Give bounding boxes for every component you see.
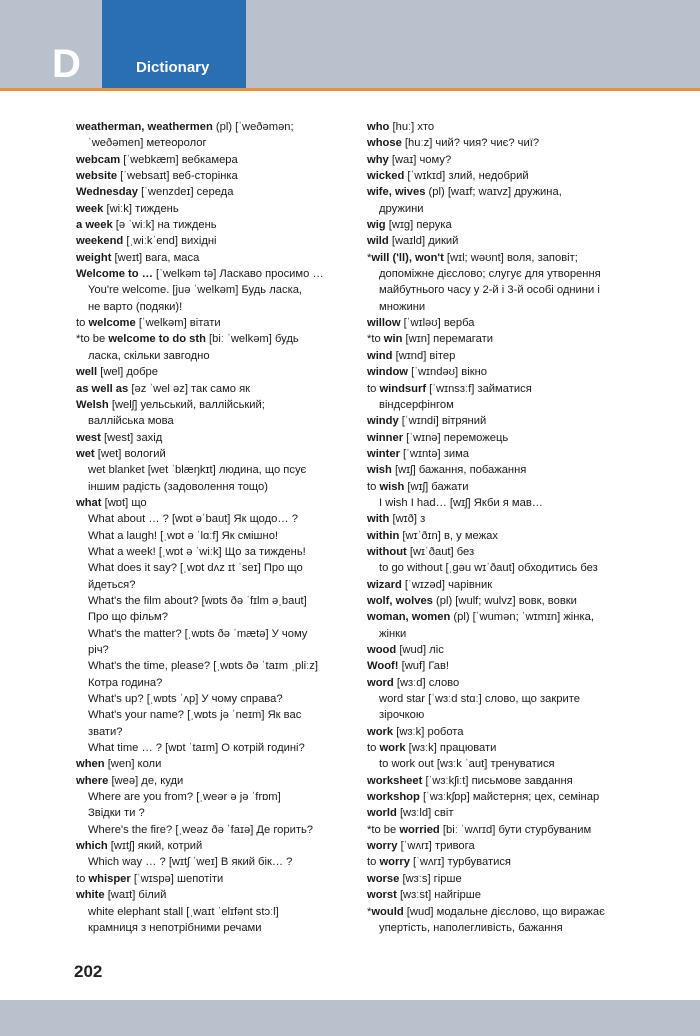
dictionary-entry: who [huː] хто [367,121,435,133]
headword: worry [367,840,398,853]
headword: Welsh [76,398,109,411]
entry-continuation: You're welcome. [juə ˈwelkəm] Будь ласка, [88,284,303,297]
dictionary-entry: *to be worried [biː ˈwʌrɪd] бути стурбуваним [367,823,592,836]
headword: which [76,840,108,853]
headword: a week [76,219,113,232]
dictionary-entry: when [wen] коли [76,758,162,771]
dictionary-entry: worksheet [ˈwɜːkʃiːt] письмове завдання [367,774,573,787]
headword: work [367,725,394,738]
entry-continuation: жінки [379,627,407,640]
headword: when [76,758,105,771]
headword: worse [367,872,400,885]
dictionary-entry: with [wɪð] з [367,513,426,526]
dictionary-entry: as well as [əz ˈwel əz] так само як [76,382,251,395]
left-column [76,119,361,936]
dictionary-entry: woman, women (pl) [ˈwumən; ˈwɪmɪn] жінка, [367,611,594,624]
dictionary-entry: *will ('ll), won't [wɪl; wəʊnt] воля, заповіт; [367,251,578,264]
dictionary-entry: world [wɜːld] світ [367,807,454,820]
headword: without [367,545,407,558]
section-letter: D [52,42,81,86]
headword: weight [76,251,112,264]
headword: wood [367,644,397,656]
entry-continuation: to work out [wɜːk ˈaut] тренуватися [379,758,555,771]
headword: why [367,153,389,166]
right-column [367,119,667,936]
headword: webcam [76,153,121,166]
dictionary-entry: window [ˈwɪndəʊ] вікно [367,366,487,379]
headword: Wednesday [76,186,138,199]
dictionary-entry: white [waɪt] білий [76,889,167,902]
headword: win [383,333,403,346]
entry-continuation: What time … ? [wɒt ˈtaɪm] О котрій годині? [88,742,305,755]
dictionary-entry: worry [ˈwʌrɪ] тривога [367,840,475,853]
entry-continuation: ˈweðəmen] метеоролог [88,137,207,150]
dictionary-entry: to wish [wɪʃ] бажати [367,480,469,493]
entry-continuation: Which way … ? [wɪtʃ ˈweɪ] В який бік… ? [88,856,293,869]
entry-continuation: What about … ? [wɒt əˈbaut] Як щодо… ? [88,513,298,526]
entry-continuation: to go without [ˌgəu wɪˈðaut] обходитись без [379,562,598,575]
dictionary-entry: to worry [ˈwʌrɪ] турбуватися [367,856,511,869]
headword: welcome [88,317,136,330]
headword: woman, women [367,611,451,624]
headword: week [76,202,104,215]
entry-continuation: іншим радість (задоволення тощо) [88,480,268,493]
dictionary-entry: well [wel] добре [76,366,158,379]
dictionary-entry: word [wɜːd] слово [367,676,460,689]
entry-continuation: дружини [379,202,424,215]
headword: work [379,742,406,755]
headword: wild [367,235,389,248]
entry-continuation: What's the film about? [wɒts ðə ˈfɪlm əˌbaut] [88,594,307,607]
section-title: Dictionary [136,59,210,76]
dictionary-entry: wish [wɪʃ] бажання, побажання [367,464,527,477]
headword: wolf, wolves [367,594,433,607]
dictionary-entry: within [wɪˈðɪn] в, у межах [367,529,498,542]
entry-continuation: упертість, наполегливість, бажання [379,921,563,934]
entry-continuation: йдеться? [88,578,136,591]
headword: wet [76,447,95,460]
dictionary-entry: wife, wives (pl) [waɪf; waɪvz] дружина, [367,186,562,199]
headword: whose [367,137,402,150]
dictionary-entry: Wednesday [ˈwenzdeɪ] середа [76,186,234,199]
headword: worried [399,823,440,836]
headword: white [76,889,105,902]
dictionary-entry: west [west] захід [76,431,163,444]
entry-continuation: крамниця з непотрібними речами [88,921,262,934]
headword: will ('ll), won't [371,251,444,264]
dictionary-entry: worst [wɜːst] найгірше [367,889,481,902]
dictionary-entry: *would [wud] модальне дієслово, що виражає [367,905,605,918]
dictionary-entry: weatherman, weathermen (pl) [ˈweðəmən; [76,121,294,133]
headword: winter [367,447,400,460]
dictionary-entry: whose [huːz] чий? чия? чиє? чиї? [367,137,540,150]
entry-continuation: множини [379,300,426,313]
headword: wizard [367,578,402,591]
dictionary-entry: without [wɪˈðaut] без [367,545,475,558]
headword: weatherman, weathermen [76,121,213,133]
entry-continuation: white elephant stall [ˌwaɪt ˈelɪfənt stɔːl] [88,905,279,918]
dictionary-entry: willow [ˈwɪləʊ] верба [367,317,475,330]
dictionary-entry: wild [waɪld] дикий [367,235,459,248]
entry-continuation: What's up? [ˌwɒts ˈʌp] У чому справа? [88,693,283,706]
entry-continuation: word star [ˈwɜːd stɑː] слово, що закрите [379,693,580,706]
headword: as well as [76,382,129,395]
dictionary-entry: which [wɪtʃ] який, котрий [76,840,203,853]
dictionary-entry: wizard [ˈwɪzəd] чарівник [367,578,493,591]
headword: whisper [88,872,131,885]
headword: workshop [367,791,420,804]
entry-continuation: звати? [88,725,123,738]
dictionary-entry: to welcome [ˈwelkəm] вітати [76,317,221,330]
dictionary-entry: windy [ˈwɪndi] вітряний [367,415,487,428]
headword: welcome to do sth [108,333,206,346]
dictionary-entry: winter [ˈwɪntə] зима [367,447,470,460]
entry-continuation: What a laugh! [ˌwɒt ə ˈlɑːf] Як смішно! [88,529,279,542]
entry-continuation: Про що фільм? [88,611,168,624]
entry-continuation: не варто (подяки)! [88,300,183,313]
headword: worry [379,856,410,869]
headword: world [367,807,397,820]
headword: west [76,431,101,444]
dictionary-entry: worse [wɜːs] гірше [367,872,462,885]
entry-continuation: допоміжне дієслово; слугує для утворення [379,268,601,281]
headword: word [367,676,394,689]
entry-continuation: What's the time, please? [ˌwɒts ðə ˈtaɪm ˌpliːz] [88,660,318,673]
entry-continuation: Where's the fire? [ˌweəz ðə ˈfaɪə] Де горить? [88,823,314,836]
entry-continuation: віндсерфінгом [379,398,454,411]
dictionary-entry: to windsurf [ˈwɪnsɜːf] займатися [367,382,532,395]
footer-band [0,1000,700,1036]
dictionary-entry: a week [ə ˈwiːk] на тиждень [76,219,217,232]
dictionary-entry: wood [wud] ліс [367,644,444,656]
entry-continuation: майбутнього часу у 2-й і 3-й особі однини і [379,284,600,297]
headword: windsurf [379,382,427,395]
headword: wig [367,219,386,232]
dictionary-entry: what [wɒt] що [76,496,147,509]
headword: where [76,774,109,787]
dictionary-entry: workshop [ˈwɜːkʃɒp] майстерня; цех, семінар [367,791,600,804]
entry-continuation: валлійська мова [88,415,174,428]
dictionary-entry: wind [wɪnd] вітер [367,349,456,362]
headword: with [367,513,390,526]
dictionary-entry: to work [wɜːk] працювати [367,742,497,755]
dictionary-entry: wet [wet] вологий [76,447,166,460]
entry-continuation: Котра година? [88,676,163,689]
dictionary-entry: Woof! [wuf] Гав! [367,660,450,673]
headword: windy [367,415,399,428]
entry-continuation: What's the matter? [ˌwɒts ðə ˈmætə] У чому [88,627,308,640]
dictionary-entry: webcam [ˈwebkæm] вебкамера [76,153,238,166]
dictionary-entry: wig [wɪg] перука [367,219,452,232]
entry-continuation: I wish I had… [wɪʃ] Якби я мав… [379,496,543,509]
headword: Woof! [367,660,399,673]
dictionary-entry: weight [weɪt] вага, маса [76,251,200,264]
entry-continuation: ласка, скільки завгодно [88,349,210,362]
dictionary-entry: where [weə] де, куди [76,774,184,787]
headword: Welcome to … [76,268,153,281]
headword: worst [367,889,397,902]
headword: what [76,496,102,509]
entry-continuation: What does it say? [ˌwɒt dʌz ɪt ˈseɪ] Про що [88,562,303,575]
entry-continuation: What's your name? [ˌwɒts jə ˈneɪm] Як вас [88,709,302,722]
entry-continuation: зірочкою [379,709,425,722]
headword: weekend [76,235,124,248]
headword: wicked [367,170,405,183]
headword: would [371,905,404,918]
headword: worksheet [367,774,423,787]
headword: website [76,170,118,183]
entry-continuation: wet blanket [wet ˈblæŋkɪt] людина, що псує [88,464,307,477]
dictionary-entry: *to win [wɪn] перемагати [367,333,493,346]
headword: wife, wives [367,186,426,199]
dictionary-entry: *to be welcome to do sth [biː ˈwelkəm] будь [76,333,299,346]
dictionary-entry: website [ˈwebsaɪt] веб-сторінка [76,170,238,183]
headword: well [76,366,98,379]
dictionary-entry: week [wiːk] тиждень [76,202,179,215]
dictionary-entry: why [waɪ] чому? [367,153,452,166]
dictionary-entry: wicked [ˈwɪkɪd] злий, недобрий [367,170,529,183]
headword: willow [367,317,401,330]
dictionary-entry: to whisper [ˈwɪspə] шепотіти [76,872,224,885]
headword: window [367,366,409,379]
headword: wish [379,480,405,493]
dictionary-entry: Welcome to … [ˈwelkəm tə] Ласкаво просимо … [76,268,324,281]
dictionary-entry: wolf, wolves (pl) [wulf; wulvz] вовк, вовки [367,594,577,607]
headword: wind [367,349,393,362]
page-number: 202 [74,962,103,981]
headword: within [367,529,400,542]
dictionary-entry: Welsh [welʃ] уельський, валлійський; [76,398,265,411]
header-divider [0,88,700,91]
entry-continuation: річ? [88,644,109,656]
entry-continuation: Where are you from? [ˌweər ə jə ˈfrɒm] [88,791,281,804]
headword: wish [367,464,392,477]
entry-continuation: What a week! [ˌwɒt ə ˈwiːk] Що за тиждень! [88,545,306,558]
headword: who [367,121,390,133]
headword: winner [367,431,404,444]
dictionary-entry: weekend [ˌwiːkˈend] вихідні [76,235,217,248]
dictionary-entry: winner [ˈwɪnə] переможець [367,431,509,444]
dictionary-entry: work [wɜːk] робота [367,725,464,738]
entry-continuation: Звідки ти ? [88,807,145,820]
